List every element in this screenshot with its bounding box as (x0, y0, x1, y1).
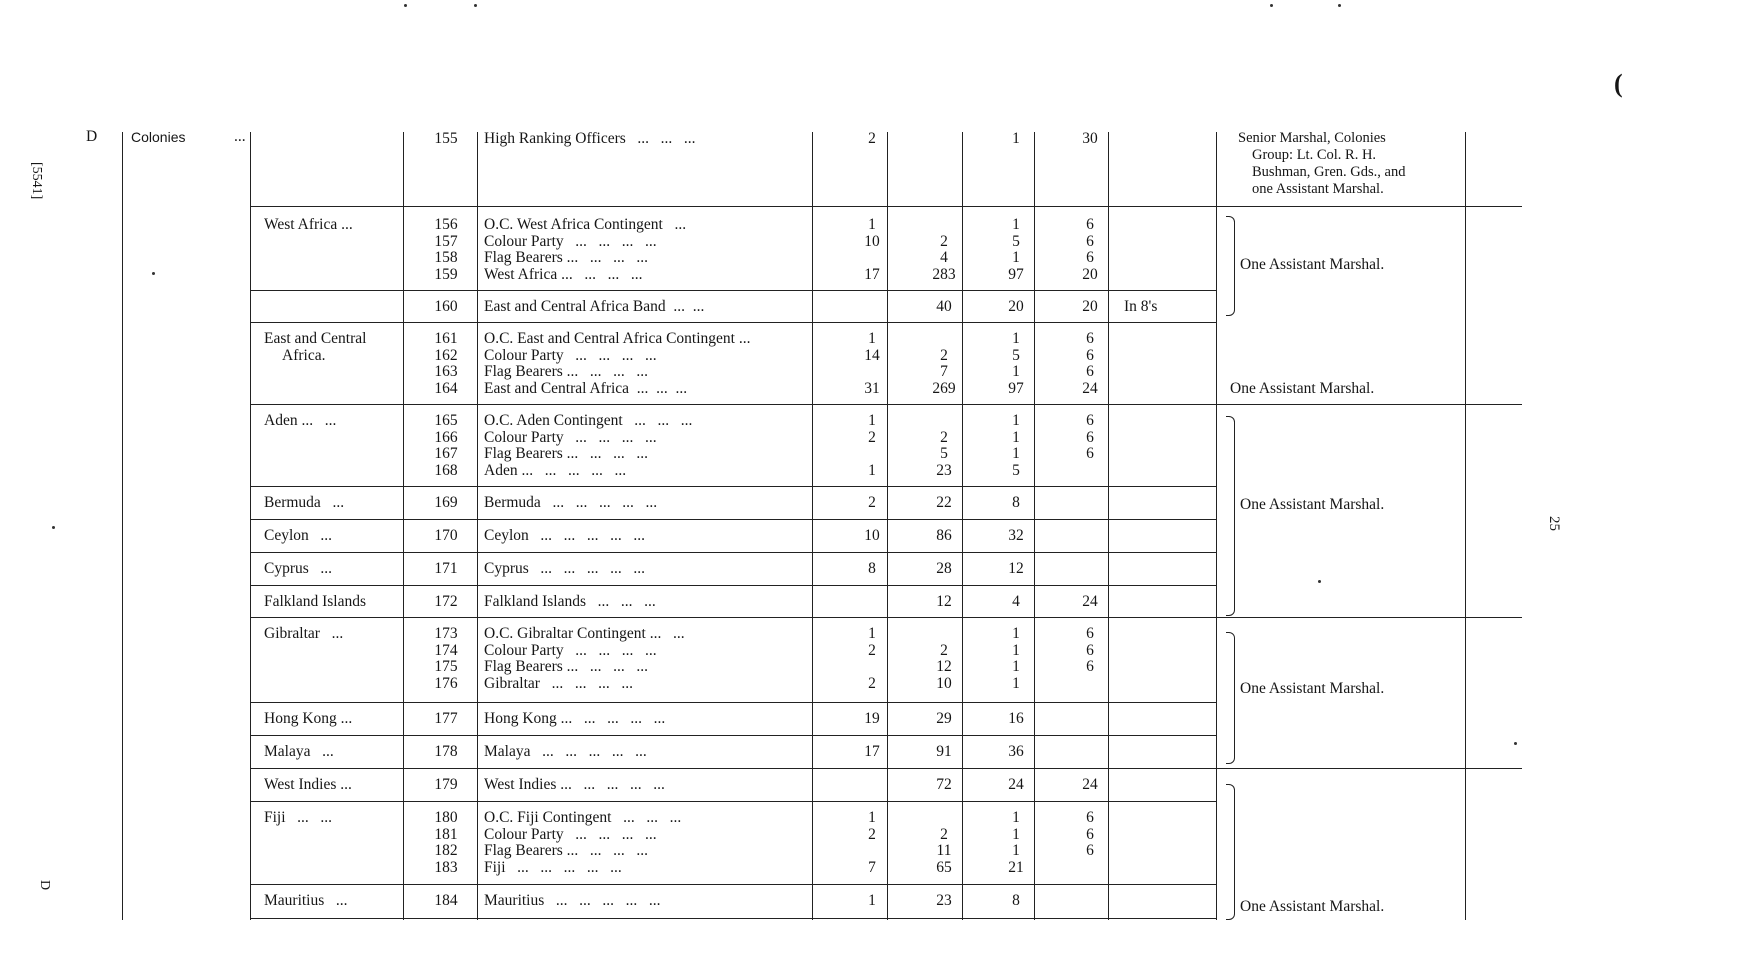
count-col-3-cell: 5 (1012, 346, 1020, 364)
count-col-4-cell: 6 (1086, 346, 1094, 364)
count-col-2-cell: 23 (936, 461, 952, 479)
unit-cell: Cyprus ... ... ... ... ... (484, 560, 646, 577)
unit-cell: Mauritius ... ... ... ... ... (484, 892, 661, 909)
scan-speck (152, 272, 155, 275)
count-col-4-cell: 6 (1086, 428, 1094, 446)
count-col-1-cell: 17 (864, 743, 880, 760)
row-rule (250, 918, 1216, 919)
row-rule (250, 486, 1216, 487)
count-col-1-cell: 8 (868, 560, 876, 577)
count-col-1-cell: 2 (868, 641, 876, 659)
count-col-2-cell: 2 (940, 641, 948, 659)
unit-cell: Colour Party ... ... ... ... (484, 641, 657, 659)
row-rule (250, 519, 1216, 520)
count-col-2-cell: 2 (940, 232, 948, 250)
count-col-1-cell: 2 (868, 494, 876, 511)
senior-marshal-line-3: Bushman, Gren. Gds., and (1252, 164, 1406, 180)
column-rule (1465, 132, 1466, 920)
count-col-1-cell: 14 (864, 346, 880, 364)
scan-speck (1318, 580, 1321, 583)
count-col-1-cell: 10 (864, 232, 880, 250)
count-col-4-cell: 6 (1086, 842, 1094, 860)
serial-number-cell: 160 (434, 298, 458, 315)
count-col-2-cell: 22 (936, 494, 952, 511)
unit-cell: Flag Bearers ... ... ... ... (484, 363, 649, 381)
group-name-dots: ... (234, 128, 246, 145)
unit-cell: Colour Party ... ... ... ... (484, 232, 657, 250)
serial-number-cell: 162 (434, 346, 458, 364)
count-col-2-cell: 10 (936, 674, 952, 692)
count-col-2-cell: 65 (936, 858, 952, 876)
count-col-3-cell: 32 (1008, 527, 1024, 544)
count-col-1-cell: 7 (868, 858, 876, 876)
unit-cell: Flag Bearers ... ... ... ... (484, 658, 649, 676)
section-letter: D (86, 128, 98, 145)
count-col-3-cell: 1 (1012, 412, 1020, 429)
unit-cell: Fiji ... ... ... ... ... (484, 858, 622, 876)
count-col-4-cell: 6 (1086, 232, 1094, 250)
row-rule (250, 617, 1216, 618)
unit-cell: Bermuda ... ... ... ... ... (484, 494, 658, 511)
row-rule (250, 801, 1216, 802)
unit-cell: O.C. West Africa Contingent ... (484, 216, 687, 233)
bracket-fiji-group (1226, 784, 1235, 920)
count-col-4-cell: 6 (1086, 641, 1094, 659)
count-col-4-cell: 30 (1082, 130, 1098, 147)
count-col-2-cell: 2 (940, 825, 948, 843)
unit-cell: Flag Bearers ... ... ... ... (484, 445, 649, 463)
group-name: Colonies (131, 129, 186, 145)
serial-number-cell: 157 (434, 232, 458, 250)
count-col-1-cell: 1 (868, 625, 876, 642)
count-col-1-cell: 1 (868, 809, 876, 826)
count-col-1-cell: 1 (868, 330, 876, 347)
scan-speck (404, 4, 407, 7)
count-col-4-cell: 6 (1086, 216, 1094, 233)
serial-number-cell: 181 (434, 825, 458, 843)
left-margin-letter: D (37, 880, 52, 891)
scan-speck (1270, 4, 1273, 7)
count-col-1-cell: 1 (868, 892, 876, 909)
row-rule (250, 585, 1216, 586)
unit-cell: O.C. Aden Contingent ... ... ... (484, 412, 693, 429)
serial-number-cell: 156 (434, 216, 458, 233)
count-col-3-cell: 20 (1008, 298, 1024, 315)
unit-cell: Malaya ... ... ... ... ... (484, 743, 647, 760)
serial-number-cell: 172 (434, 593, 458, 610)
country-cell: Aden ... ... (264, 412, 337, 429)
column-rule (122, 132, 123, 920)
count-col-2-cell: 40 (936, 298, 952, 315)
unit-cell: East and Central Africa ... ... ... (484, 379, 688, 397)
count-col-4-cell: 24 (1082, 776, 1098, 793)
count-col-3-cell: 16 (1008, 710, 1024, 727)
count-col-2-cell: 28 (936, 560, 952, 577)
serial-number-cell: 170 (434, 527, 458, 544)
count-col-2-cell: 72 (936, 776, 952, 793)
count-col-4-cell: 6 (1086, 658, 1094, 676)
count-col-4-cell: 6 (1086, 363, 1094, 381)
unit-cell: O.C. Gibraltar Contingent ... ... (484, 625, 685, 642)
count-col-4-cell: 6 (1086, 330, 1094, 347)
serial-number-cell: 163 (434, 363, 458, 381)
count-col-1-cell: 31 (864, 379, 880, 397)
assistant-marshal-gibraltar-group: One Assistant Marshal. (1240, 680, 1385, 697)
marshal-rule (1216, 404, 1522, 405)
senior-marshal-line-1: Senior Marshal, Colonies (1238, 130, 1386, 146)
serial-number-cell: 173 (434, 625, 458, 642)
row-rule (250, 552, 1216, 553)
row-rule (250, 735, 1216, 736)
count-col-4-cell: 24 (1082, 379, 1098, 397)
count-col-3-cell: 1 (1012, 809, 1020, 826)
unit-cell: West Africa ... ... ... ... (484, 265, 643, 283)
unit-cell: Falkland Islands ... ... ... (484, 593, 656, 610)
count-col-2-cell: 283 (932, 265, 956, 283)
unit-cell: West Indies ... ... ... ... ... (484, 776, 665, 793)
serial-number-cell: 158 (434, 249, 458, 267)
count-col-4-cell: 24 (1082, 593, 1098, 610)
unit-cell: O.C. East and Central Africa Contingent ... (484, 330, 751, 347)
assistant-marshal-west-africa: One Assistant Marshal. (1240, 256, 1385, 273)
unit-cell: Gibraltar ... ... ... ... (484, 674, 633, 692)
count-col-1-cell: 1 (868, 461, 876, 479)
row-rule (250, 290, 1216, 291)
row-rule (250, 322, 1216, 323)
senior-marshal-line-2: Group: Lt. Col. R. H. (1252, 147, 1377, 163)
assistant-marshal-fiji-group: One Assistant Marshal. (1240, 898, 1385, 915)
count-col-2-cell: 12 (936, 658, 952, 676)
country-cell: Ceylon ... (264, 527, 333, 544)
count-col-2-cell: 4 (940, 249, 948, 267)
serial-number-cell: 159 (434, 265, 458, 283)
count-col-3-cell: 4 (1012, 593, 1020, 610)
count-col-3-cell: 97 (1008, 379, 1024, 397)
unit-cell: Ceylon ... ... ... ... ... (484, 527, 646, 544)
count-col-4-cell: 6 (1086, 412, 1094, 429)
count-col-3-cell: 1 (1012, 825, 1020, 843)
count-col-4-cell: 6 (1086, 825, 1094, 843)
bracket-aden-group (1226, 416, 1235, 616)
count-col-1-cell: 2 (868, 825, 876, 843)
count-col-2-cell: 269 (932, 379, 956, 397)
count-col-3-cell: 12 (1008, 560, 1024, 577)
country-cell: Fiji ... ... (264, 809, 333, 826)
scan-speck (52, 526, 55, 529)
assistant-marshal-east-central-africa: One Assistant Marshal. (1230, 380, 1375, 397)
unit-cell: O.C. Fiji Contingent ... ... ... (484, 809, 682, 826)
serial-number-cell: 177 (434, 710, 458, 727)
serial-number-cell: 184 (434, 892, 458, 909)
count-col-3-cell: 1 (1012, 674, 1020, 692)
count-col-4-cell: 6 (1086, 809, 1094, 826)
assistant-marshal-aden-group: One Assistant Marshal. (1240, 496, 1385, 513)
count-col-3-cell: 1 (1012, 330, 1020, 347)
count-col-1-cell: 1 (868, 412, 876, 429)
unit-cell: Hong Kong ... ... ... ... ... (484, 710, 666, 727)
count-col-3-cell: 5 (1012, 461, 1020, 479)
count-col-3-cell: 8 (1012, 892, 1020, 909)
serial-number-cell: 168 (434, 461, 458, 479)
serial-number-cell: 167 (434, 445, 458, 463)
unit-cell: Colour Party ... ... ... ... (484, 346, 657, 364)
serial-number-cell: 180 (434, 809, 458, 826)
unit-cell: Colour Party ... ... ... ... (484, 825, 657, 843)
marshal-rule (1216, 768, 1522, 769)
unit-cell: Flag Bearers ... ... ... ... (484, 842, 649, 860)
count-col-2-cell: 12 (936, 593, 952, 610)
count-col-4-cell: 6 (1086, 445, 1094, 463)
row-rule (250, 206, 1216, 207)
serial-number-cell: 174 (434, 641, 458, 659)
count-col-3-cell: 24 (1008, 776, 1024, 793)
count-col-2-cell: 2 (940, 428, 948, 446)
serial-number-cell: 155 (434, 130, 458, 147)
count-col-4-cell: 6 (1086, 625, 1094, 642)
serial-number-cell: 175 (434, 658, 458, 676)
count-col-2-cell: 5 (940, 445, 948, 463)
count-col-3-cell: 1 (1012, 216, 1020, 233)
country-cell: Falkland Islands (264, 593, 367, 610)
scan-speck (1338, 4, 1341, 7)
serial-number-cell: 183 (434, 858, 458, 876)
serial-number-cell: 164 (434, 379, 458, 397)
bracket-west-africa (1226, 216, 1235, 316)
count-col-1-cell: 2 (868, 428, 876, 446)
row-rule (250, 404, 1216, 405)
count-col-3-cell: 1 (1012, 249, 1020, 267)
count-col-2-cell: 23 (936, 892, 952, 909)
count-col-1-cell: 10 (864, 527, 880, 544)
unit-cell: High Ranking Officers ... ... ... (484, 130, 696, 147)
count-col-3-cell: 97 (1008, 265, 1024, 283)
count-col-3-cell: 8 (1012, 494, 1020, 511)
count-col-2-cell: 91 (936, 743, 952, 760)
row-rule (250, 768, 1216, 769)
serial-number-cell: 171 (434, 560, 458, 577)
count-col-1-cell: 19 (864, 710, 880, 727)
serial-number-cell: 176 (434, 674, 458, 692)
left-margin-reference: [5541] (29, 162, 44, 200)
count-col-2-cell: 86 (936, 527, 952, 544)
count-col-1-cell: 1 (868, 216, 876, 233)
count-col-3-cell: 1 (1012, 842, 1020, 860)
country-cell: Cyprus ... (264, 560, 333, 577)
serial-number-cell: 182 (434, 842, 458, 860)
column-rule (1216, 132, 1217, 920)
country-cell: Bermuda ... (264, 494, 345, 511)
country-cell: East and Central (264, 330, 367, 347)
serial-number-cell: 165 (434, 412, 458, 429)
country-cell: West Africa ... (264, 216, 353, 233)
unit-cell: Colour Party ... ... ... ... (484, 428, 657, 446)
serial-number-cell: 169 (434, 494, 458, 511)
count-col-4-cell: 20 (1082, 265, 1098, 283)
count-col-1-cell: 2 (868, 130, 876, 147)
country-cell-continued: Africa. (282, 346, 326, 364)
count-col-3-cell: 36 (1008, 743, 1024, 760)
count-col-2-cell: 29 (936, 710, 952, 727)
country-cell: Gibraltar ... (264, 625, 344, 642)
count-col-2-cell: 11 (936, 842, 952, 860)
unit-cell: Flag Bearers ... ... ... ... (484, 249, 649, 267)
unit-cell: East and Central Africa Band ... ... (484, 298, 705, 315)
count-col-3-cell: 1 (1012, 445, 1020, 463)
count-col-3-cell: 21 (1008, 858, 1024, 876)
count-col-3-cell: 1 (1012, 658, 1020, 676)
country-cell: Mauritius ... (264, 892, 348, 909)
scan-speck (1514, 742, 1517, 745)
unit-cell: Aden ... ... ... ... ... (484, 461, 627, 479)
count-col-3-cell: 5 (1012, 232, 1020, 250)
serial-number-cell: 179 (434, 776, 458, 793)
bracket-gibraltar-group (1226, 632, 1235, 764)
serial-number-cell: 178 (434, 743, 458, 760)
row-rule (250, 884, 1216, 885)
country-cell: West Indies ... (264, 776, 352, 793)
count-col-3-cell: 1 (1012, 428, 1020, 446)
count-col-2-cell: 7 (940, 363, 948, 381)
marshal-rule (1216, 206, 1522, 207)
count-col-1-cell: 2 (868, 674, 876, 692)
count-col-3-cell: 1 (1012, 363, 1020, 381)
count-col-3-cell: 1 (1012, 130, 1020, 147)
count-col-3-cell: 1 (1012, 625, 1020, 642)
scan-speck (474, 4, 477, 7)
count-col-4-cell: 20 (1082, 298, 1098, 315)
row-rule (250, 702, 1216, 703)
serial-number-cell: 166 (434, 428, 458, 446)
count-col-4-cell: 6 (1086, 249, 1094, 267)
marshal-rule (1216, 617, 1522, 618)
count-col-3-cell: 1 (1012, 641, 1020, 659)
count-col-2-cell: 2 (940, 346, 948, 364)
remarks-cell: In 8's (1124, 298, 1158, 315)
senior-marshal-line-4: one Assistant Marshal. (1252, 181, 1384, 197)
page-number: 25 (1546, 516, 1562, 531)
serial-number-cell: 161 (434, 330, 458, 347)
count-col-1-cell: 17 (864, 265, 880, 283)
country-cell: Malaya ... (264, 743, 334, 760)
country-cell: Hong Kong ... (264, 710, 353, 727)
top-right-mark: ( (1614, 69, 1623, 98)
